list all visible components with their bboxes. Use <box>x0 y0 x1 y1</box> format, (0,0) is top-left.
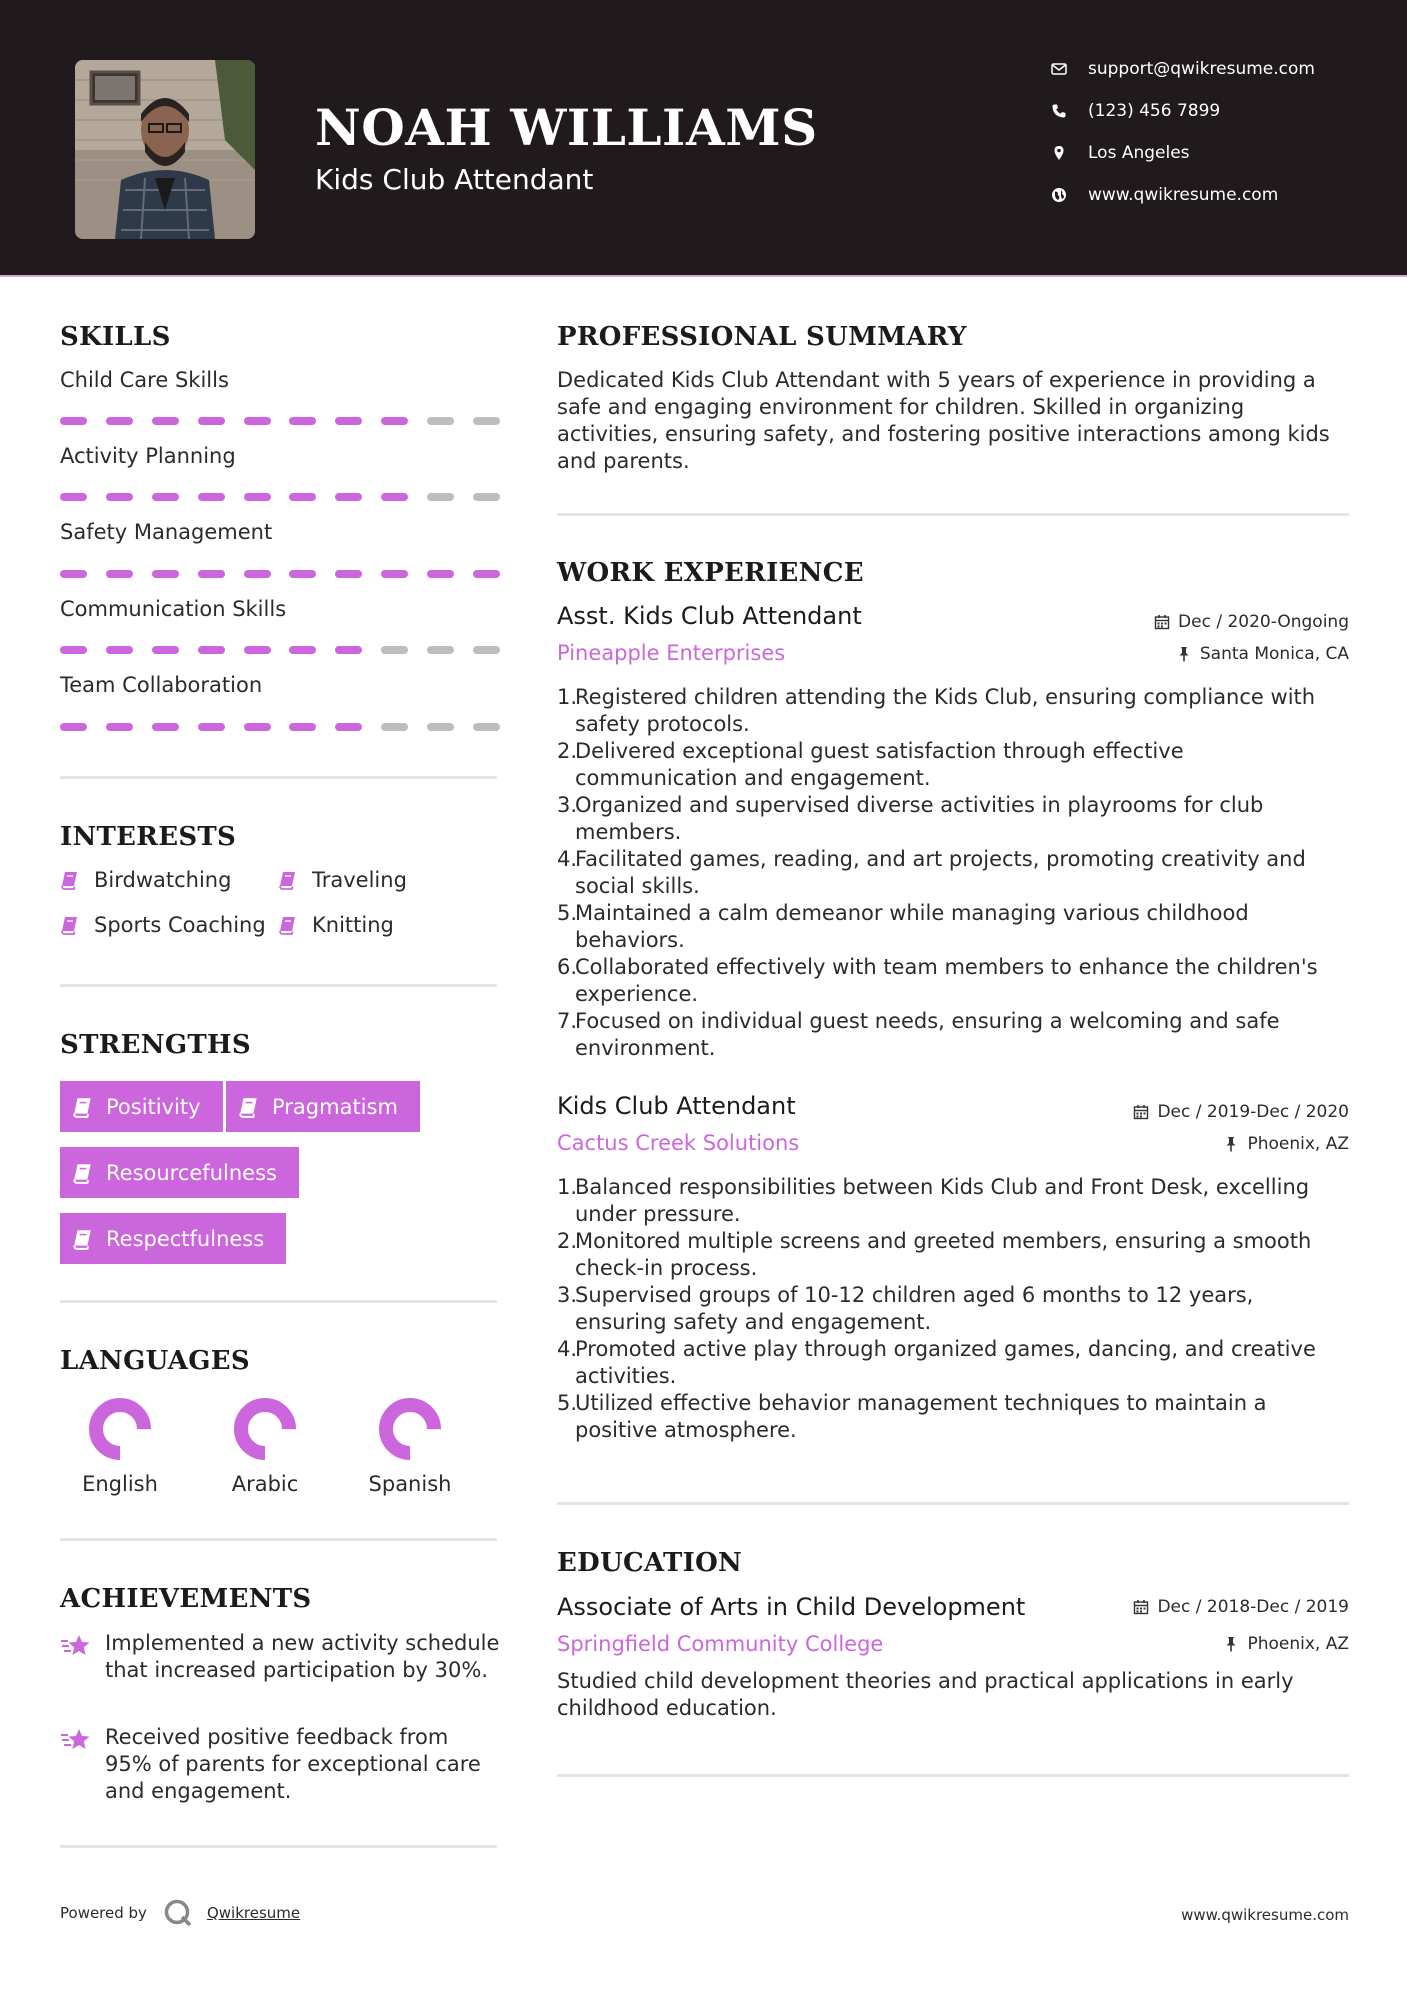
interest-label: Traveling <box>312 868 407 892</box>
skill-dot <box>335 417 362 425</box>
skill-dot <box>60 417 87 425</box>
skill-dot <box>335 493 362 501</box>
shooting-star-icon <box>60 1726 92 1754</box>
list-item-text: Registered children attending the Kids Club, ensuring compliance with safety protocols. <box>575 685 1316 736</box>
list-item-number: 7. <box>557 1009 578 1033</box>
skill-dot <box>381 570 408 578</box>
list-item-number: 3. <box>557 1283 578 1307</box>
pushpin-icon <box>1176 646 1192 662</box>
skill-label: Child Care Skills <box>60 368 229 392</box>
job-title: Kids Club Attendant <box>557 1092 796 1120</box>
skill-dot <box>427 417 454 425</box>
company-name[interactable]: Cactus Creek Solutions <box>557 1131 800 1155</box>
skill-dot <box>473 417 500 425</box>
list-item-number: 4. <box>557 847 578 871</box>
skill-rating <box>60 570 500 578</box>
skill-dot <box>152 646 179 654</box>
header-accent-line <box>0 275 1407 277</box>
list-item <box>557 1390 1350 1444</box>
contact-email[interactable] <box>1050 57 1370 81</box>
skill-rating <box>60 723 500 731</box>
language-level-ring <box>87 1396 153 1462</box>
list-item <box>557 900 1350 954</box>
language-item <box>350 1396 470 1496</box>
list-item <box>557 738 1350 792</box>
strength-tag <box>226 1081 420 1132</box>
skill-dot <box>381 723 408 731</box>
skill-dot <box>381 493 408 501</box>
list-item-number: 1. <box>557 1175 578 1199</box>
language-level-arc <box>241 1405 289 1453</box>
education-location-text: Phoenix, AZ <box>1247 1634 1349 1654</box>
summary-heading: PROFESSIONAL SUMMARY <box>557 322 967 352</box>
list-item <box>557 1174 1350 1228</box>
location-pin-icon <box>1050 144 1068 162</box>
section-divider <box>557 1774 1349 1777</box>
list-item-text: Facilitated games, reading, and art projects, promoting creativity and social skills. <box>575 847 1306 898</box>
candidate-name: NOAH WILLIAMS <box>315 98 818 157</box>
shooting-star-icon <box>60 1632 92 1660</box>
language-item <box>60 1396 180 1496</box>
qwikresume-logo-icon <box>163 1898 193 1928</box>
book-icon <box>72 1228 94 1250</box>
list-item <box>557 954 1350 1008</box>
contact-phone-text[interactable]: (123) 456 7899 <box>1088 101 1221 121</box>
job-date <box>1133 1102 1349 1122</box>
language-level-arc <box>96 1405 144 1453</box>
job-location-text: Phoenix, AZ <box>1247 1134 1349 1154</box>
skill-dot <box>198 493 225 501</box>
language-item <box>205 1396 325 1496</box>
list-item-number: 2. <box>557 739 578 763</box>
skill-dot <box>289 570 316 578</box>
contact-phone[interactable] <box>1050 99 1370 123</box>
achievement-text: Received positive feedback from 95% of parents for exceptional care and engagement. <box>105 1725 481 1803</box>
list-item-text: Maintained a calm demeanor while managing various childhood behaviors. <box>575 901 1249 952</box>
job-date <box>1154 612 1349 632</box>
skills-heading: SKILLS <box>60 322 171 352</box>
list-item <box>557 792 1350 846</box>
qwikresume-link[interactable]: Qwikresume <box>206 1904 301 1922</box>
interest-item <box>278 868 407 892</box>
footer-website[interactable]: www.qwikresume.com <box>1181 1906 1349 1924</box>
skill-dot <box>381 646 408 654</box>
summary-text: Dedicated Kids Club Attendant with 5 years of experience in providing a safe and engaging environment for children. Skilled in organizing activities, ensuring safety, and fostering positive interactions among kids and parents. <box>557 368 1330 473</box>
envelope-icon <box>1050 60 1068 78</box>
interest-item <box>60 913 266 937</box>
list-item-text: Promoted active play through organized games, dancing, and creative activities. <box>575 1337 1316 1388</box>
list-item-text: Utilized effective behavior management techniques to maintain a positive atmosphere. <box>575 1391 1267 1442</box>
resume-header <box>0 0 1407 276</box>
job-date-text: Dec / 2020-Ongoing <box>1178 612 1349 632</box>
education-date <box>1133 1597 1349 1617</box>
list-item-text: Balanced responsibilities between Kids Club and Front Desk, excelling under pressure. <box>575 1175 1310 1226</box>
strength-label: Pragmatism <box>272 1094 398 1119</box>
book-icon <box>60 915 80 935</box>
skill-dot <box>106 493 133 501</box>
skill-dot <box>106 646 133 654</box>
list-item <box>557 1336 1350 1390</box>
book-icon <box>238 1096 260 1118</box>
list-item-number: 2. <box>557 1229 578 1253</box>
skill-dot <box>198 723 225 731</box>
book-icon <box>278 870 298 890</box>
skill-dot <box>473 723 500 731</box>
book-icon <box>60 870 80 890</box>
achievement-item <box>60 1724 500 1805</box>
list-item-text: Monitored multiple screens and greeted members, ensuring a smooth check-in process. <box>575 1229 1312 1280</box>
powered-by <box>60 1898 300 1928</box>
skill-rating <box>60 493 500 501</box>
skill-dot <box>335 723 362 731</box>
contact-email-text[interactable]: support@qwikresume.com <box>1088 59 1315 79</box>
section-divider <box>557 513 1349 516</box>
interests-heading: INTERESTS <box>60 822 237 852</box>
skill-dot <box>106 417 133 425</box>
skill-dot <box>427 493 454 501</box>
skill-label: Team Collaboration <box>60 673 263 697</box>
achievement-text: Implemented a new activity schedule that increased participation by 30%. <box>105 1631 500 1682</box>
globe-icon <box>1050 186 1068 204</box>
calendar-icon <box>1154 614 1170 630</box>
job-location-text: Santa Monica, CA <box>1199 644 1349 664</box>
skill-dot <box>198 646 225 654</box>
skill-dot <box>198 570 225 578</box>
pushpin-icon <box>1223 1636 1239 1652</box>
interest-label: Sports Coaching <box>94 913 266 937</box>
education-date-text: Dec / 2018-Dec / 2019 <box>1157 1597 1349 1617</box>
section-divider <box>60 984 497 987</box>
language-label: English <box>82 1472 158 1496</box>
list-item-text: Delivered exceptional guest satisfaction through effective communication and engagement. <box>575 739 1184 790</box>
language-label: Arabic <box>231 1472 299 1496</box>
job-responsibilities <box>557 1174 1350 1444</box>
interest-label: Knitting <box>312 913 394 937</box>
contact-website-text[interactable]: www.qwikresume.com <box>1088 185 1279 205</box>
section-divider <box>60 1538 497 1541</box>
skill-dot <box>244 570 271 578</box>
language-level-arc <box>386 1405 434 1453</box>
strength-tag <box>60 1213 286 1264</box>
skill-label: Activity Planning <box>60 444 236 468</box>
list-item-text: Organized and supervised diverse activities in playrooms for club members. <box>575 793 1264 844</box>
calendar-icon <box>1133 1599 1149 1615</box>
book-icon <box>72 1162 94 1184</box>
skill-dot <box>152 723 179 731</box>
strength-tag <box>60 1081 223 1132</box>
skill-dot <box>473 646 500 654</box>
education-heading: EDUCATION <box>557 1548 743 1578</box>
contact-location-text: Los Angeles <box>1088 143 1190 163</box>
language-level-ring <box>377 1396 443 1462</box>
language-label: Spanish <box>368 1472 452 1496</box>
strength-label: Resourcefulness <box>106 1160 277 1185</box>
list-item-number: 1. <box>557 685 578 709</box>
skill-dot <box>289 417 316 425</box>
interest-item <box>60 868 231 892</box>
list-item-number: 4. <box>557 1337 578 1361</box>
skill-dot <box>427 723 454 731</box>
skill-dot <box>60 646 87 654</box>
skill-dot <box>473 570 500 578</box>
list-item-text: Collaborated effectively with team members to enhance the children's experience. <box>575 955 1318 1006</box>
skill-dot <box>198 417 225 425</box>
powered-by-label: Powered by <box>60 1904 147 1922</box>
list-item <box>557 684 1350 738</box>
contact-website[interactable] <box>1050 183 1370 207</box>
job-title: Asst. Kids Club Attendant <box>557 602 862 630</box>
education-location <box>1223 1634 1349 1654</box>
skill-dot <box>60 723 87 731</box>
pushpin-icon <box>1223 1136 1239 1152</box>
strength-tag <box>60 1147 299 1198</box>
skill-dot <box>106 570 133 578</box>
interest-item <box>278 913 394 937</box>
skill-dot <box>335 570 362 578</box>
skill-dot <box>152 570 179 578</box>
skill-dot <box>152 417 179 425</box>
book-icon <box>72 1096 94 1118</box>
calendar-icon <box>1133 1104 1149 1120</box>
skill-dot <box>289 723 316 731</box>
company-name[interactable]: Pineapple Enterprises <box>557 641 786 665</box>
degree-title: Associate of Arts in Child Development <box>557 1593 1026 1621</box>
section-divider <box>60 776 497 779</box>
skill-dot <box>427 646 454 654</box>
list-item-number: 6. <box>557 955 578 979</box>
skill-rating <box>60 646 500 654</box>
list-item <box>557 1008 1350 1062</box>
skill-dot <box>289 646 316 654</box>
skill-rating <box>60 417 500 425</box>
skill-dot <box>60 570 87 578</box>
list-item-text: Supervised groups of 10-12 children aged 6 months to 12 years, ensuring safety and engagement. <box>575 1283 1254 1334</box>
skill-dot <box>335 646 362 654</box>
section-divider <box>60 1300 497 1303</box>
skill-dot <box>152 493 179 501</box>
skill-dot <box>289 493 316 501</box>
strength-label: Positivity <box>106 1094 201 1119</box>
list-item <box>557 1228 1350 1282</box>
section-divider <box>60 1845 497 1848</box>
strengths-heading: STRENGTHS <box>60 1030 251 1060</box>
strength-label: Respectfulness <box>106 1226 265 1251</box>
list-item-number: 3. <box>557 793 578 817</box>
contact-location <box>1050 141 1370 165</box>
skill-dot <box>244 723 271 731</box>
experience-heading: WORK EXPERIENCE <box>557 558 864 588</box>
school-name[interactable]: Springfield Community College <box>557 1632 884 1656</box>
list-item <box>557 846 1350 900</box>
language-level-ring <box>232 1396 298 1462</box>
job-date-text: Dec / 2019-Dec / 2020 <box>1157 1102 1349 1122</box>
section-divider <box>557 1502 1349 1505</box>
skill-dot <box>473 493 500 501</box>
skill-dot <box>427 570 454 578</box>
achievements-heading: ACHIEVEMENTS <box>60 1584 312 1614</box>
job-responsibilities <box>557 684 1350 1062</box>
candidate-role: Kids Club Attendant <box>315 163 594 196</box>
education-description: Studied child development theories and practical applications in early childhood education. <box>557 1669 1294 1720</box>
skill-label: Safety Management <box>60 520 273 544</box>
job-location <box>1176 644 1349 664</box>
book-icon <box>278 915 298 935</box>
skill-dot <box>106 723 133 731</box>
phone-icon <box>1050 102 1068 120</box>
interest-label: Birdwatching <box>94 868 232 892</box>
job-location <box>1223 1134 1349 1154</box>
list-item-number: 5. <box>557 901 578 925</box>
languages-heading: LANGUAGES <box>60 1346 250 1376</box>
skill-label: Communication Skills <box>60 597 287 621</box>
skill-dot <box>244 417 271 425</box>
skill-dot <box>244 493 271 501</box>
skill-dot <box>60 493 87 501</box>
skill-dot <box>244 646 271 654</box>
list-item <box>557 1282 1350 1336</box>
list-item-number: 5. <box>557 1391 578 1415</box>
skill-dot <box>381 417 408 425</box>
profile-photo <box>75 60 255 239</box>
achievement-item <box>60 1630 500 1684</box>
list-item-text: Focused on individual guest needs, ensuring a welcoming and safe environment. <box>575 1009 1280 1060</box>
